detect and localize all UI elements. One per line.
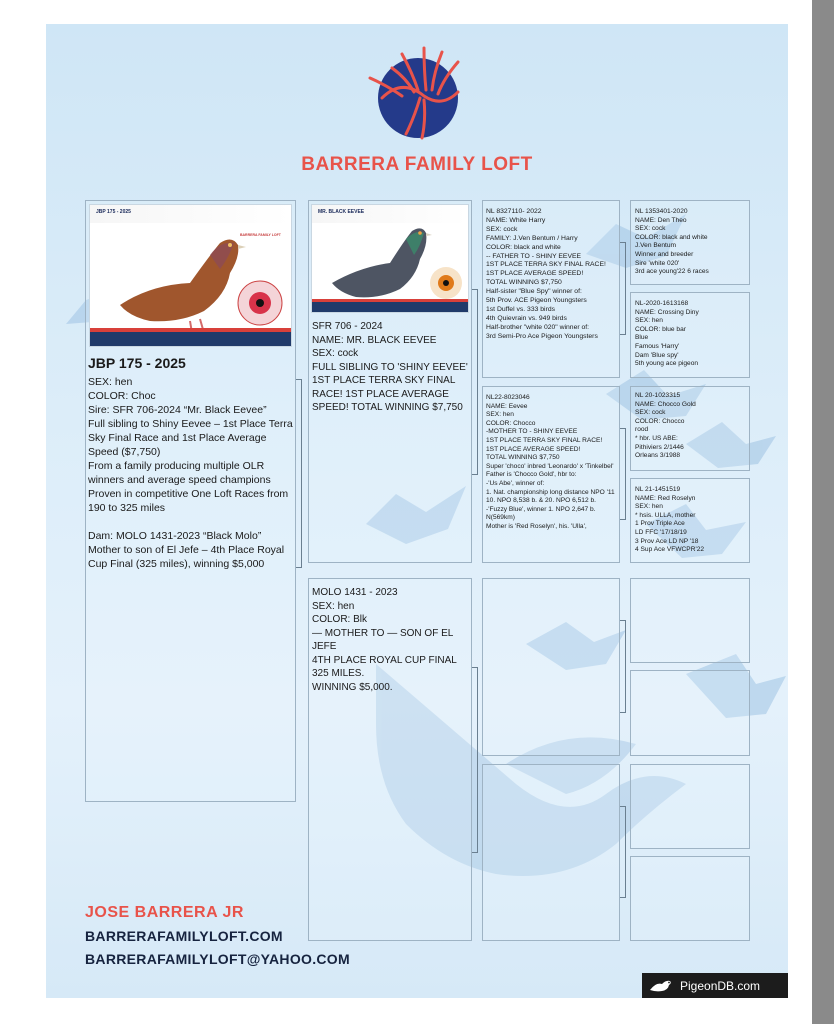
empty-gg-card-3 <box>630 764 750 849</box>
dam-details: MOLO 1431 - 2023 SEX: hen COLOR: Blk — MOTHER TO — SON OF EL JEFE 4TH PLACE ROYAL CUP FINAL 325 MILES. WINNING $5,000. <box>312 587 457 693</box>
connector-subject <box>296 379 302 568</box>
sire-photo-tag: MR. BLACK EEVEE <box>318 209 365 215</box>
grandsire-details: NL 8327110- 2022 NAME: White Harry SEX: cock FAMILY: J.Ven Bentum / Harry COLOR: black and white -- FATHER TO - SHINY EEVEE 1ST PLACE TERRA SKY FINAL RACE! 1ST PLACE AVERAGE SPEED! TOTAL WINNING $7,750 Half-sister "Blue Spy" winner of: 5th Prov. ACE Pigeon Youngsters 1st Duffel vs. 333 birds 4th Quievrain vs. 949 birds Half-brother "white 020" winner of: 3rd Semi-Pro Ace Pigeon Youngsters <box>486 208 606 340</box>
barrera-loft-logo <box>362 38 472 148</box>
connector-gs-2 <box>620 428 626 520</box>
sire-photo <box>311 204 469 313</box>
empty-grandparent-card-2 <box>482 764 620 941</box>
great-granddam-2-details: NL 21-1451519 NAME: Red Roselyn SEX: hen * hsis. ULLA, mother 1 Prov Triple Ace LD FFC '17/18/19 3 Prov Ace LD NP '18 4 Sup Ace VFWCPR'22 <box>635 486 705 554</box>
pigeondb-badge[interactable] <box>642 973 788 998</box>
empty-grandparent-card-1 <box>482 578 620 756</box>
website-link[interactable]: BARRERAFAMILYLOFT.COM <box>85 928 283 944</box>
subject-details: SEX: hen COLOR: Choc Sire: SFR 706-2024 “Mr. Black Eevee” Full sibling to Shiny Eevee – 1st Place Terra Sky Final Race and 1st Place Average Speed ($7,750) From a family producing multiple OLR winners and average speed champions Proven in competitive One Loft Races from 190 to 325 miles Dam: MOLO 1431-2023 “Black Molo” Mother to son of El Jefe – 4th Place Royal Cup Final (325 miles), winning $5,000 <box>88 376 293 570</box>
empty-gg-card-2 <box>630 670 750 756</box>
badge-label: PigeonDB.com <box>680 978 761 993</box>
pedigree-sheet <box>46 24 788 998</box>
chocolate-pigeon-image <box>100 225 290 335</box>
granddam-details: NL22-8023046 NAME: Eevee SEX: hen COLOR: Chocco -MOTHER TO - SHINY EEVEE 1ST PLACE TERRA SKY FINAL RACE! 1ST PLACE AVERAGE SPEED! TOTAL WINNING $7,750 Super 'choco' inbred 'Leonardo' x 'Tinkelbel' Father is 'Chocco Gold', hbr to: -'Us Abe', winner of: 1. Nat. championship long distance NPO '11 10. NPO 8,538 b. & 20. NPO 6,512 b. -'Fuzzy Blue', winner 1. NPO 2,647 b. N(569km) Mother is 'Red Roselyn', his. 'Ulla', <box>486 394 615 530</box>
connector-gs-4 <box>620 806 626 898</box>
empty-gg-card-4 <box>630 856 750 941</box>
subject-title: JBP 175 - 2025 <box>88 355 186 371</box>
email-link[interactable]: BARRERAFAMILYLOFT@YAHOO.COM <box>85 951 350 967</box>
empty-gg-card-1 <box>630 578 750 663</box>
subject-photo-tag: JBP 175 - 2025 <box>96 209 131 215</box>
connector-dam <box>472 667 478 853</box>
sire-details: SFR 706 - 2024 NAME: MR. BLACK EEVEE SEX: cock FULL SIBLING TO 'SHINY EEVEE' 1ST PLACE TERRA SKY FINAL RACE! 1ST PLACE AVERAGE SPEED! TOTAL WINNING $7,750 <box>312 321 468 413</box>
subject-photo-brand: BARRERA FAMILY LOFT <box>240 233 281 237</box>
owner-name: JOSE BARRERA JR <box>85 904 244 921</box>
great-grandsire-1-details: NL 1353401-2020 NAME: Den Theo SEX: cock COLOR: black and white J.Ven Bentum Winner and breeder Sire 'white 020' 3rd ace young'22 6 races <box>635 208 709 276</box>
connector-gs-1 <box>620 242 626 335</box>
connector-gs-3 <box>620 620 626 713</box>
great-granddam-1-details: NL-2020-1613168 NAME: Crossing Diny SEX: hen COLOR: blue bar Blue Famous 'Harry' Dam 'Blue spy' 5th young ace pigeon <box>635 300 699 368</box>
connector-sire <box>472 289 478 475</box>
brand-title: BARRERA FAMILY LOFT <box>301 154 533 175</box>
right-frame-edge <box>812 0 834 1024</box>
pigeon-icon <box>648 978 674 994</box>
black-pigeon-image <box>320 219 468 305</box>
subject-photo <box>89 204 292 347</box>
great-grandsire-2-details: NL 20-1023315 NAME: Chocco Gold SEX: cock COLOR: Chocco rood * hbr. US ABE: Pithiviers 2/1446 Orleans 3/1988 <box>635 392 696 460</box>
